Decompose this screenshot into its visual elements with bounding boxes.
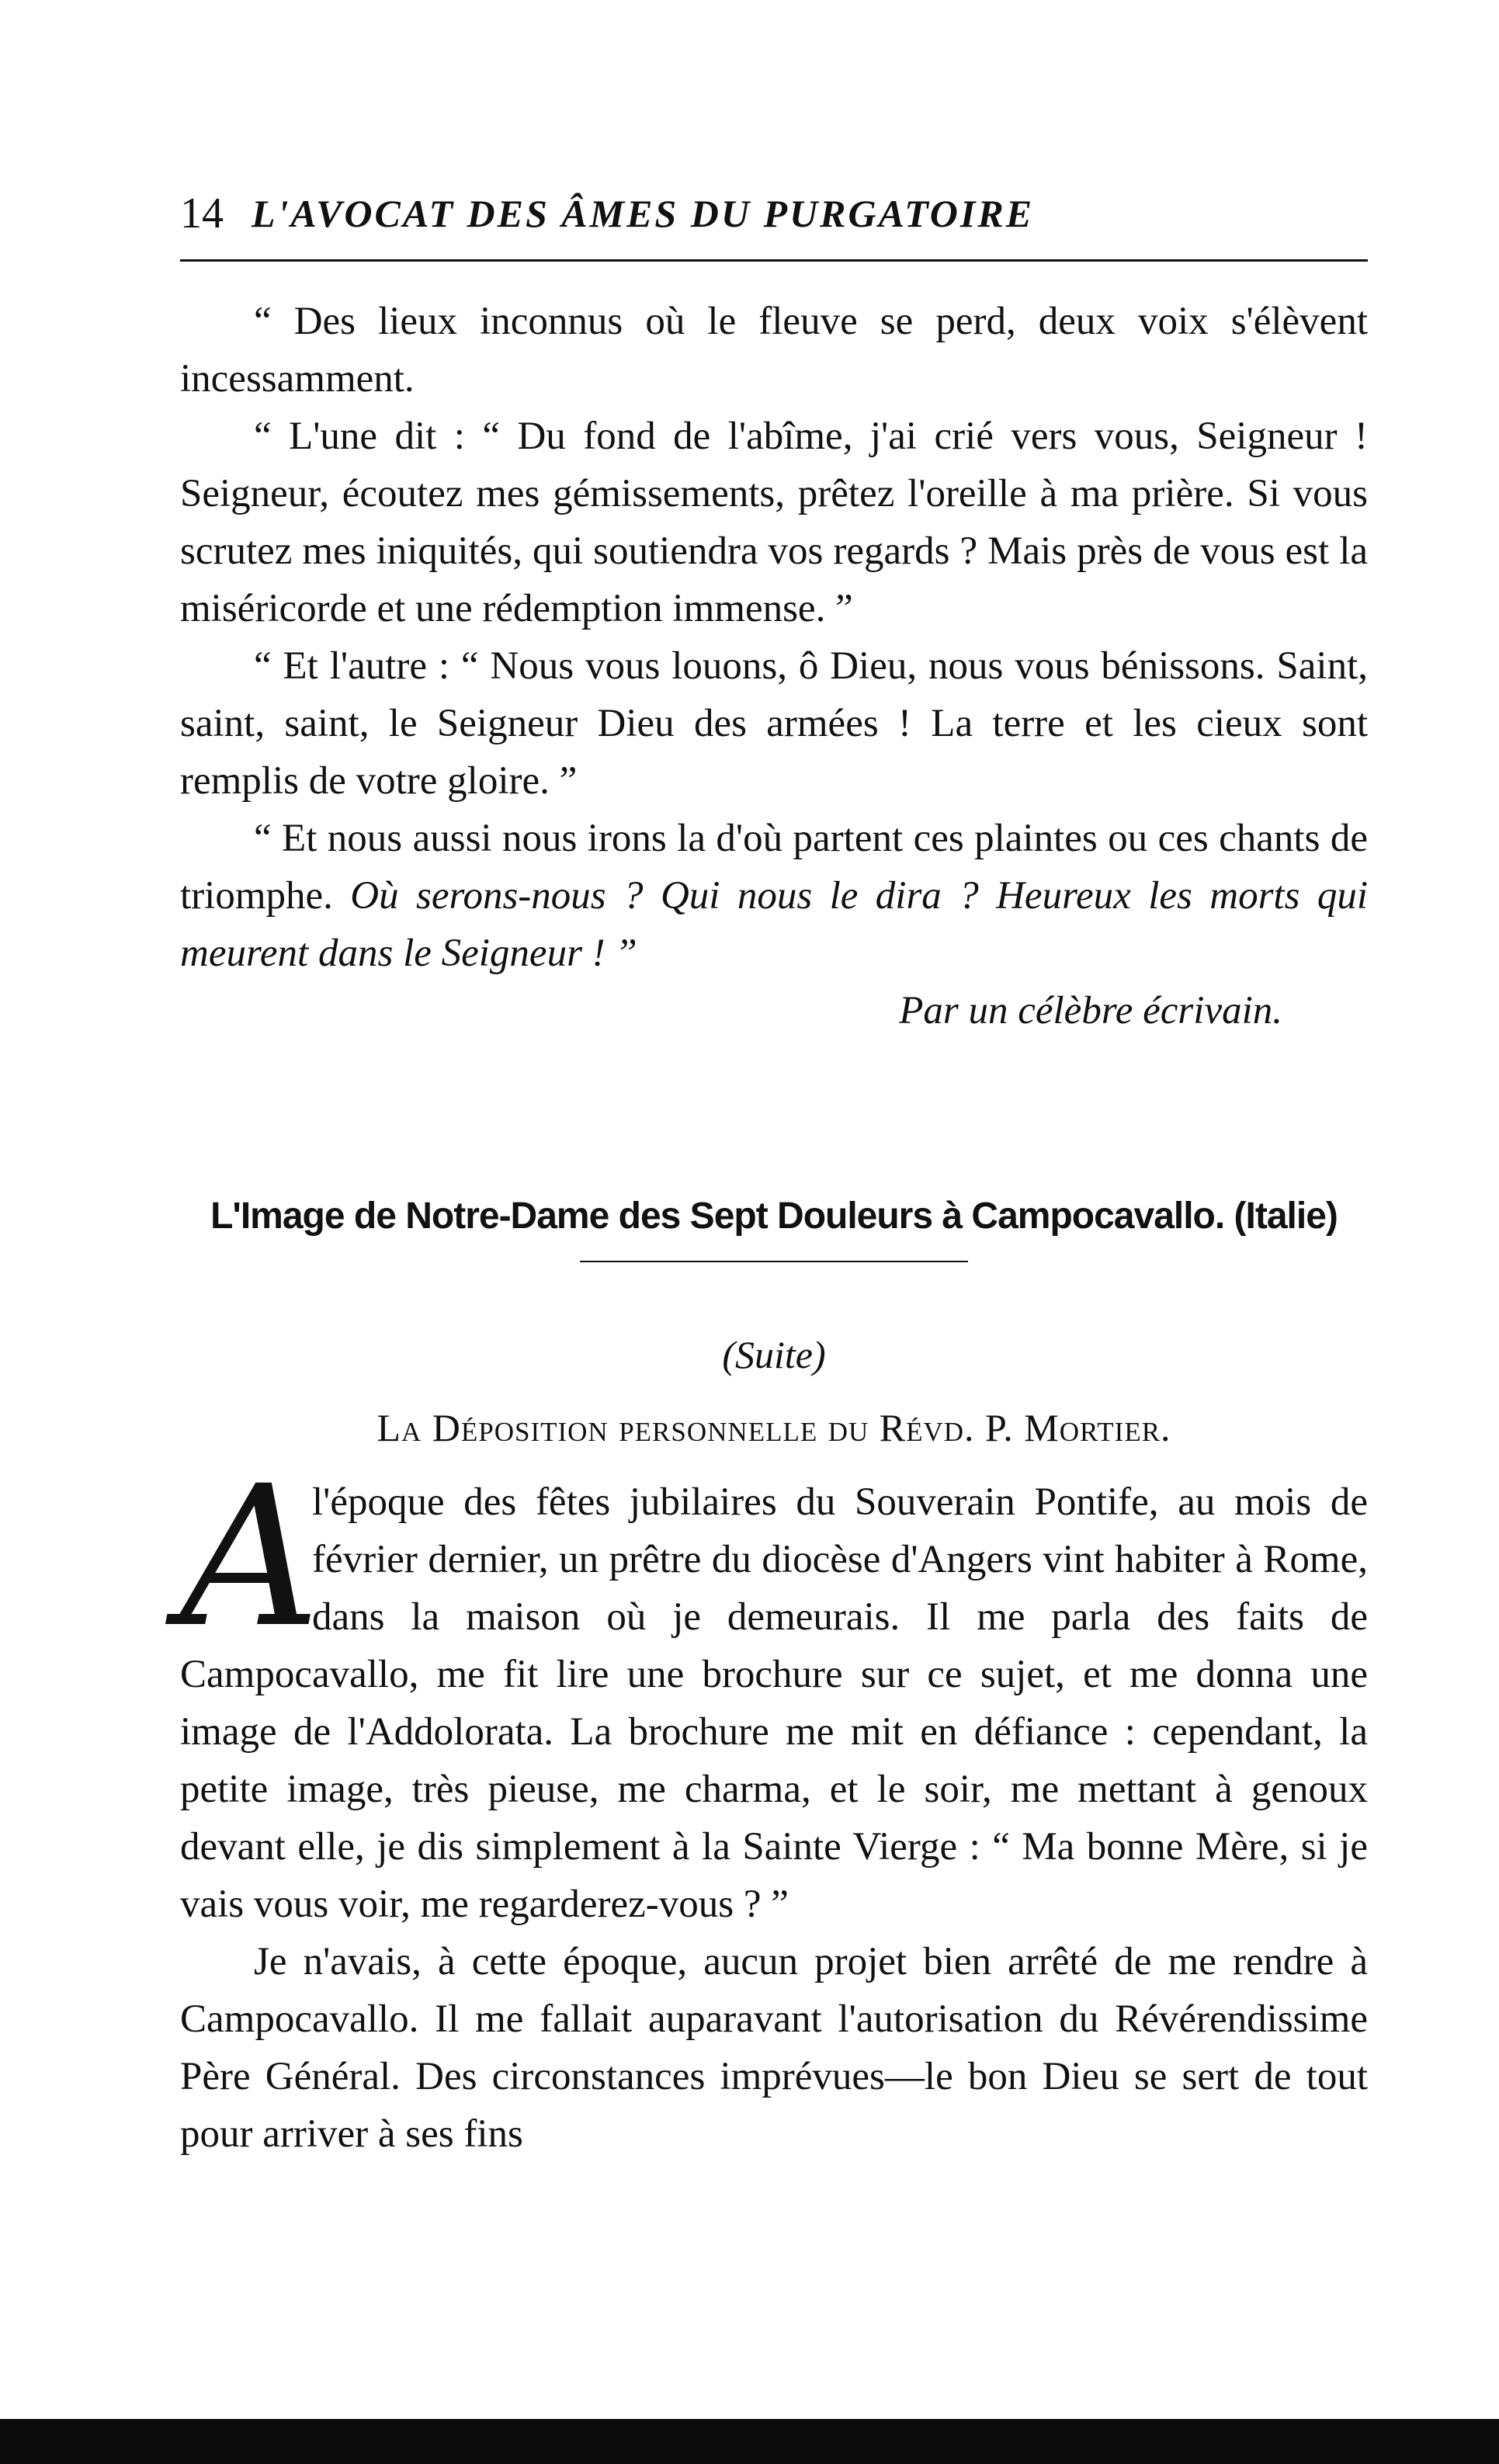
quote-paragraph-1: “ Des lieux inconnus où le fleuve se perd, deux voix s'élèvent incessamment. bbox=[180, 300, 1368, 401]
article-second-paragraph: Je n'avais, à cette époque, aucun projet bien arrêté de me rendre à Campocavallo. Il me fallait auparavant l'autorisation du Révérendissime Père Général. Des circonstances imprévues—le bon Dieu se sert de tout pour arriver à ses fins bbox=[180, 1940, 1368, 2156]
drop-cap: A bbox=[180, 1444, 321, 1670]
header-rule bbox=[180, 259, 1368, 262]
quote-paragraph-2: “ L'une dit : “ Du fond de l'abîme, j'ai crié vers vous, Seigneur ! Seigneur, écoutez mes gémissements, prêtez l'oreille à ma prière. Si vous scrutez mes iniquités, qui soutiendra vos regards ? Mais près de vous est la miséricorde et une rédemption immense. ” bbox=[180, 415, 1368, 630]
deposition-heading: La Déposition personnelle du Révd. P. Mortier. bbox=[376, 1406, 1171, 1449]
page bbox=[180, 179, 1368, 2163]
quote-signature: Par un célèbre écrivain. bbox=[899, 989, 1282, 1032]
first-paragraph-text: l'époque des fêtes jubilaires du Souverain Pontife, au mois de février dernier, un prêtre du diocèse d'Angers vint habiter à Rome, dans la maison où je demeurais. Il me parla des faits de Campocavallo, me fit lire une brochure sur ce sujet, et me donna une image de l'Addolorata. La brochure me mit en défiance : cependant, la petite image, très pieuse, me charma, et le soir, me mettant à genoux devant elle, je dis simplement à la Sainte Vierge : “ Ma bonne Mère, si je vais vous voir, me regarderez-vous ? ” bbox=[180, 1480, 1368, 1926]
quote-paragraph-4-italic: Où serons-nous ? Qui nous le dira ? Heureux les morts qui meurent dans le Seigneur ! ” bbox=[180, 874, 1369, 975]
page-header bbox=[180, 179, 1368, 248]
scan-bottom-border bbox=[0, 2419, 1499, 2464]
article-first-paragraph bbox=[180, 1444, 1368, 1933]
quote-block bbox=[180, 293, 1368, 1039]
quote-paragraph-4 bbox=[180, 810, 1368, 982]
quote-paragraph-3: “ Et l'autre : “ Nous vous louons, ô Dieu, nous vous bénissons. Saint, saint, saint, le Seigneur Dieu des armées ! La terre et les cieux sont remplis de votre gloire. ” bbox=[180, 644, 1368, 803]
article-title: L'Image de Notre-Dame des Sept Douleurs à Campocavallo. (Italie) bbox=[210, 1196, 1338, 1237]
running-head: L'AVOCAT DES ÂMES DU PURGATOIRE bbox=[252, 192, 1035, 235]
page-number: 14 bbox=[180, 189, 224, 238]
article-subtitle: (Suite) bbox=[722, 1333, 826, 1376]
title-rule bbox=[580, 1261, 968, 1262]
quote-paragraph-4-plain: “ Et nous aussi nous irons la d'où partent ces plaintes ou ces chants de triomphe. bbox=[180, 817, 1368, 918]
